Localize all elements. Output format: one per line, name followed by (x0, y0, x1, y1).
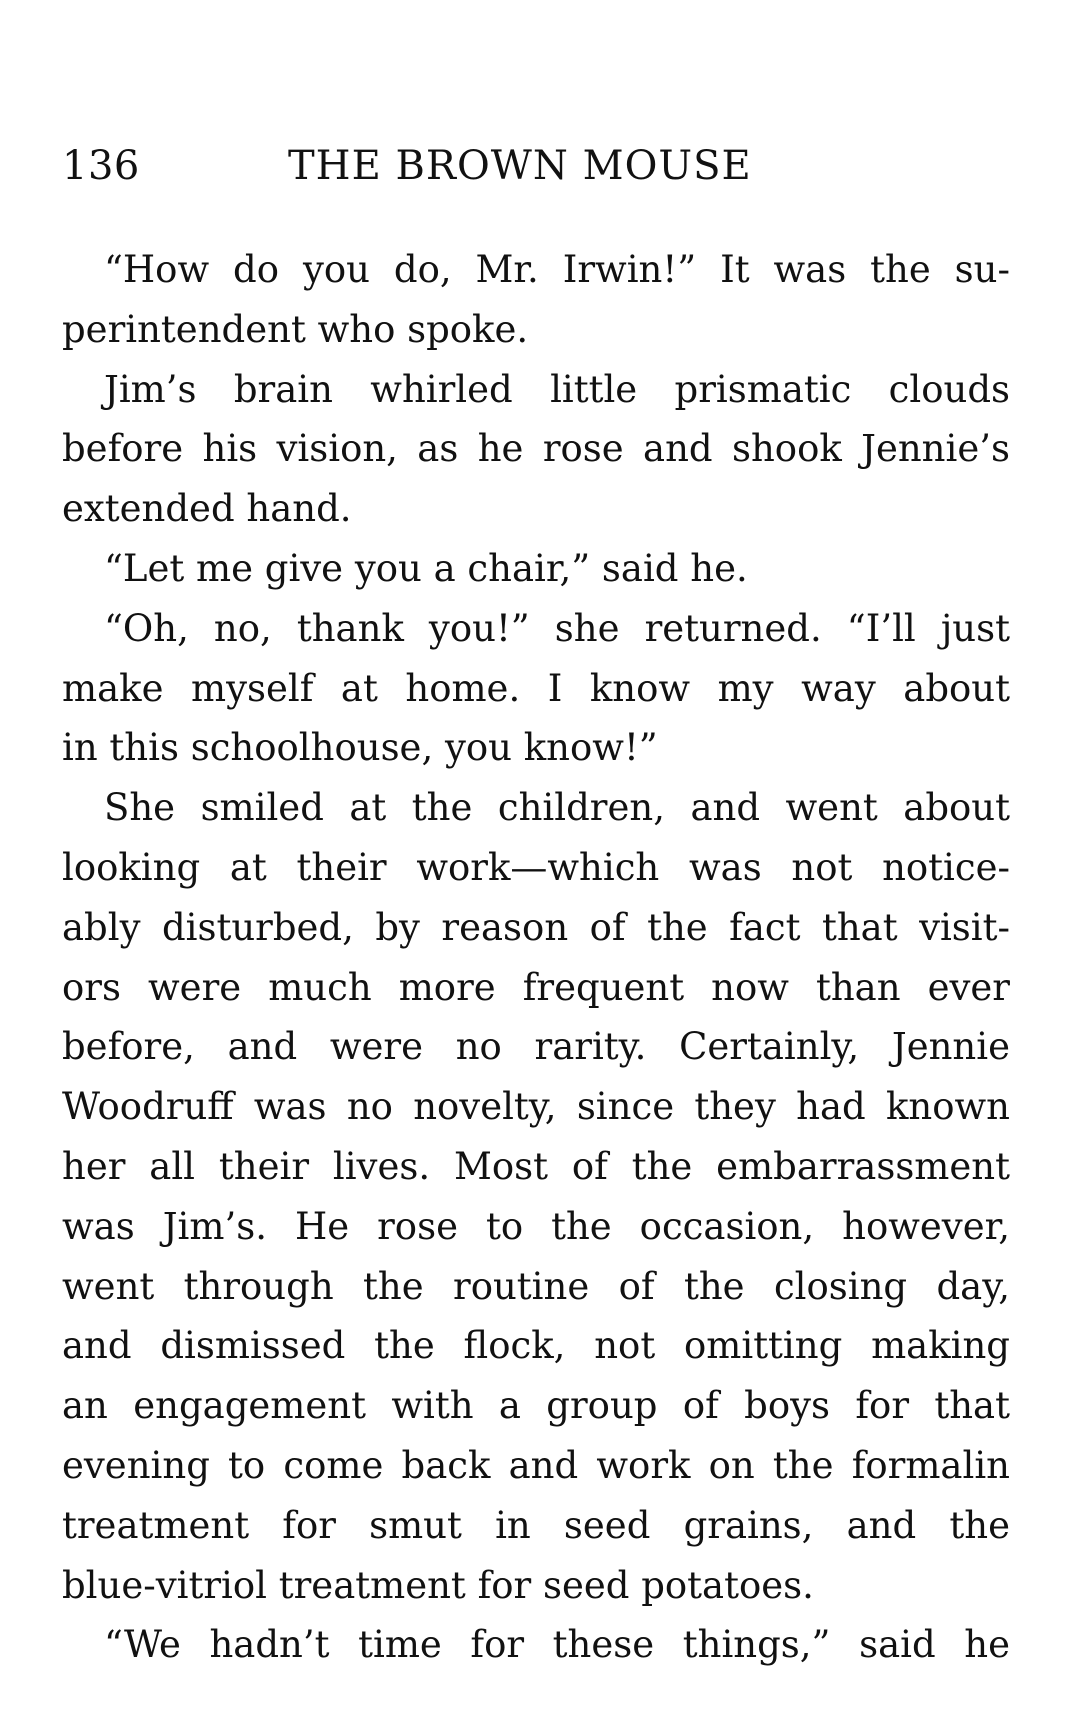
text-line: “We hadn’t time for these things,” said he (104, 1623, 1010, 1667)
text-line: went through the routine of the closing day, (62, 1264, 1010, 1308)
text-line: Jim’s brain whirled little prismatic clouds (104, 367, 1010, 411)
running-title: THE BROWN MOUSE (288, 143, 752, 189)
text-line: and dismissed the flock, not omitting making (62, 1324, 1010, 1368)
text-line: her all their lives. Most of the embarrassment (62, 1144, 1010, 1188)
text-line: make myself at home. I know my way about (62, 666, 1010, 710)
text-line: an engagement with a group of boys for that (62, 1384, 1010, 1428)
text-line: before his vision, as he rose and shook Jennie’s (62, 427, 1010, 471)
text-line: ors were much more frequent now than ever (62, 965, 1010, 1009)
text-line: ably disturbed, by reason of the fact that visit- (62, 905, 1010, 949)
text-line: evening to come back and work on the formalin (62, 1443, 1010, 1487)
text-line: in this schoolhouse, you know!” (62, 726, 658, 770)
text-line: extended hand. (62, 487, 352, 531)
page-number: 136 (62, 143, 140, 189)
text-line: before, and were no rarity. Certainly, Jennie (62, 1025, 1010, 1069)
text-line: looking at their work—which was not notice- (62, 845, 1010, 889)
text-line: was Jim’s. He rose to the occasion, however, (62, 1204, 1010, 1248)
text-line: treatment for smut in seed grains, and the (62, 1503, 1010, 1547)
text-line: “How do you do, Mr. Irwin!” It was the su- (104, 248, 1010, 291)
text-line: She smiled at the children, and went about (104, 786, 1010, 830)
text-line: Woodruff was no novelty, since they had known (62, 1085, 1010, 1129)
body-text (62, 240, 1010, 1675)
text-line: “Oh, no, thank you!” she returned. “I’ll just (104, 606, 1010, 650)
text-line: “Let me give you a chair,” said he. (104, 546, 748, 590)
running-head (62, 140, 1013, 192)
text-line: perintendent who spoke. (62, 307, 529, 351)
text-line: blue-vitriol treatment for seed potatoes. (62, 1563, 814, 1607)
